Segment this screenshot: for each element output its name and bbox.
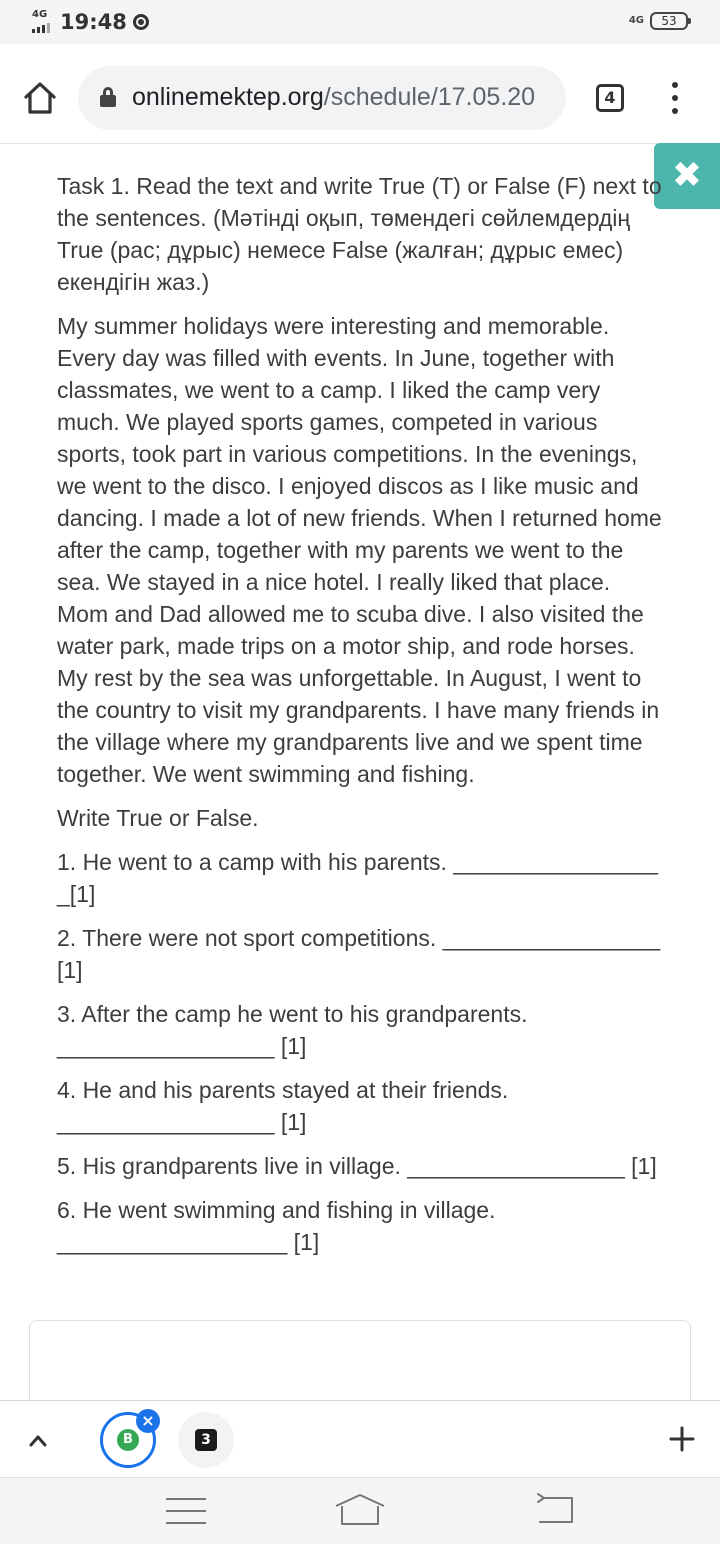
question-item: 5. His grandparents live in village. _________________ [1] <box>57 1153 657 1179</box>
status-left <box>32 10 149 34</box>
url-path: /schedule/17.05.20 <box>323 83 536 111</box>
browser-toolbar <box>0 44 720 144</box>
signal-icon <box>32 11 54 33</box>
tab-thumbnail[interactable] <box>178 1412 234 1468</box>
reading-text: My summer holidays were interesting and memorable. Every day was filled with events. In June, together with classmates, we went to a camp. I liked the camp very much. We played sports games, competed in various sports, took part in various competitions. In the evenings, we went to the disco. I enjoyed discos as I like music and dancing. I made a lot of new friends. When I returned home after the camp, together with my parents we went to the sea. We stayed in a nice hotel. I really liked that place. Mom and Dad allowed me to scuba dive. I also visited the water park, made trips on a motor ship, and rode horses. My rest by the sea was unforgettable. In August, I went to the country to visit my grandparents. I have many friends in the village where my grandparents live and we spent time together. We went swimming and fishing. <box>57 313 662 787</box>
home-icon[interactable] <box>22 81 58 115</box>
network-type-left: 4G <box>32 9 48 20</box>
clock: 19:48 <box>60 10 127 34</box>
back-nav-icon[interactable] <box>534 1492 576 1526</box>
question-item: 2. There were not sport competitions. _________________ [1] <box>57 925 661 983</box>
answer-box[interactable] <box>29 1320 691 1410</box>
status-right <box>629 12 688 30</box>
question-item: 1. He went to a camp with his parents. ________________ _[1] <box>57 849 658 907</box>
url-bar[interactable] <box>78 66 566 130</box>
recent-apps-icon[interactable] <box>166 1498 206 1524</box>
question-item: 6. He went swimming and fishing in village. __________________ [1] <box>57 1197 496 1255</box>
url-host: onlinemektep.org <box>132 83 324 111</box>
task-content <box>57 170 667 1270</box>
question-item: 4. He and his parents stayed at their friends. _________________ [1] <box>57 1077 509 1135</box>
battery-icon: 53 <box>650 12 688 30</box>
tab-strip <box>0 1400 720 1478</box>
more-vert-icon[interactable] <box>668 82 682 114</box>
instruction: Write True or False. <box>57 805 259 831</box>
network-type-right: 4G <box>628 15 644 26</box>
chevron-up-icon[interactable] <box>28 1431 48 1451</box>
lock-icon <box>100 87 116 107</box>
home-nav-icon[interactable] <box>332 1492 388 1528</box>
chrome-icon <box>133 14 149 30</box>
tab-favicon: 3 <box>195 1429 217 1451</box>
task-title: Task 1. Read the text and write True (T) or False (F) next to the sentences. (Мәтінді оқып, төмендегі сөйлемдердің True (рас; дұрыс) немесе False (жалған; дұрыс емес) екендігін жаз.) <box>57 173 662 295</box>
question-item: 3. After the camp he went to his grandparents. _________________ [1] <box>57 1001 528 1059</box>
new-tab-plus-icon[interactable] <box>668 1425 696 1453</box>
tab-close-icon[interactable]: × <box>136 1409 160 1433</box>
tab-switcher-icon[interactable]: 4 <box>596 84 624 112</box>
url-text[interactable] <box>132 83 535 112</box>
tab-favicon: B <box>117 1429 139 1451</box>
close-icon: ✖ <box>671 155 703 196</box>
status-bar <box>0 0 720 44</box>
system-nav-bar <box>0 1478 720 1544</box>
